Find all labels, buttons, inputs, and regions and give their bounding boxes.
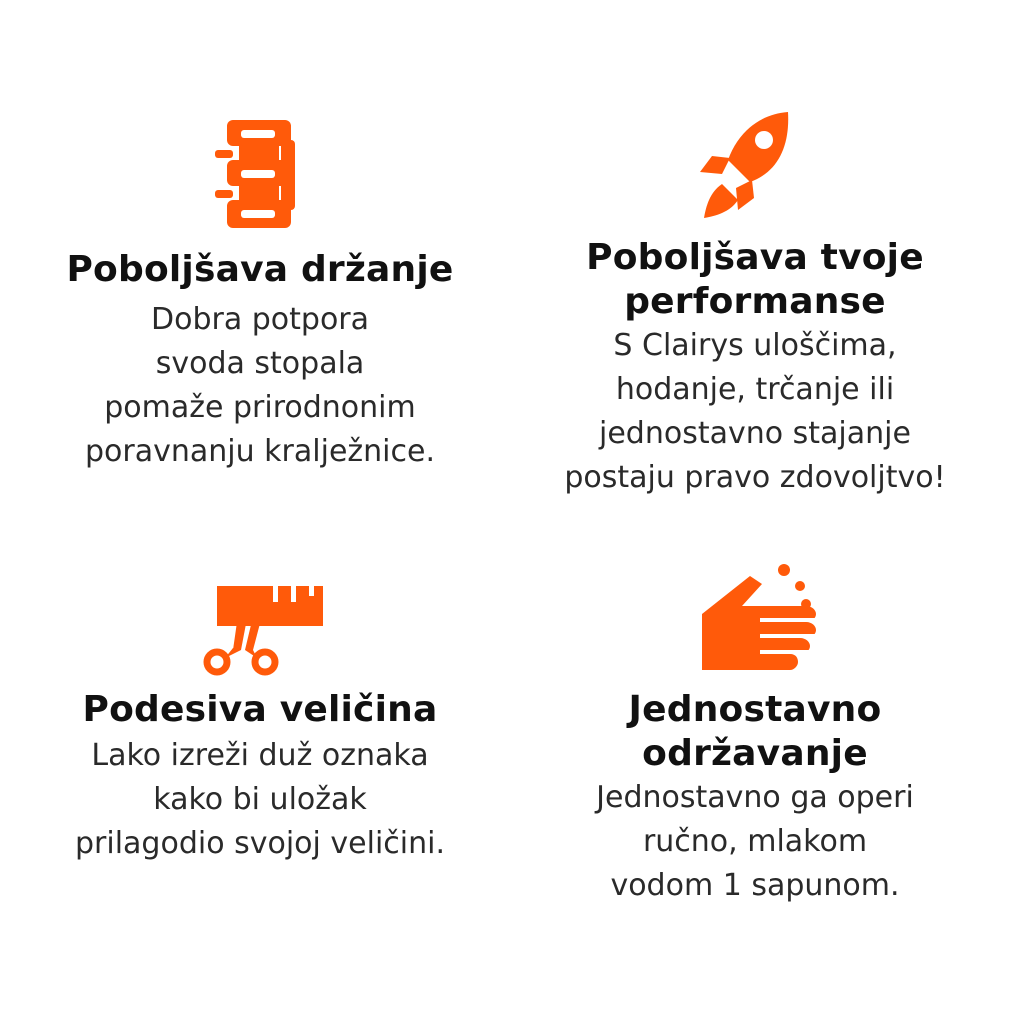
description-line: svoda stopala bbox=[155, 346, 365, 381]
description-line: vodom 1 sapunom. bbox=[610, 868, 900, 903]
description-line: postaju pravo zdovoljtvo! bbox=[564, 460, 946, 495]
feature-posture bbox=[40, 120, 480, 474]
feature-description bbox=[510, 776, 1000, 908]
title-line: Jednostavno bbox=[628, 689, 882, 730]
feature-description bbox=[510, 324, 1000, 500]
spine-icon bbox=[215, 120, 305, 230]
description-line: ručno, mlakom bbox=[642, 824, 868, 859]
title-line: Poboljšava tvoje bbox=[586, 237, 924, 278]
feature-title: Poboljšava držanje bbox=[66, 249, 454, 290]
description-line: kako bi uložak bbox=[153, 782, 367, 817]
description-line: jednostavno stajanje bbox=[599, 416, 911, 451]
description-line: poravnanju kralježnice. bbox=[85, 434, 435, 469]
description-line: pomaže prirodnonim bbox=[104, 390, 416, 425]
description-line: Dobra potpora bbox=[150, 302, 370, 337]
description-line: hodanje, trčanje ili bbox=[615, 372, 895, 407]
feature-title bbox=[510, 236, 1000, 324]
feature-adjustable-size bbox=[40, 578, 480, 866]
feature-title bbox=[510, 688, 1000, 776]
description-line: S Clairys uloščima, bbox=[613, 328, 897, 363]
description-line: prilagodio svojoj veličini. bbox=[75, 826, 445, 861]
hand-wash-icon bbox=[690, 562, 820, 682]
description-line: Jednostavno ga operi bbox=[596, 780, 914, 815]
rocket-icon bbox=[700, 110, 790, 230]
title-line: performanse bbox=[624, 281, 886, 322]
feature-description bbox=[40, 734, 480, 866]
title-line: održavanje bbox=[642, 733, 868, 774]
feature-easy-maintenance bbox=[510, 562, 1000, 908]
feature-description bbox=[40, 298, 480, 474]
feature-performance bbox=[510, 110, 1000, 500]
description-line: Lako izreži duž oznaka bbox=[91, 738, 429, 773]
scissors-ruler-icon bbox=[195, 578, 325, 678]
feature-title: Podesiva veličina bbox=[82, 689, 438, 730]
